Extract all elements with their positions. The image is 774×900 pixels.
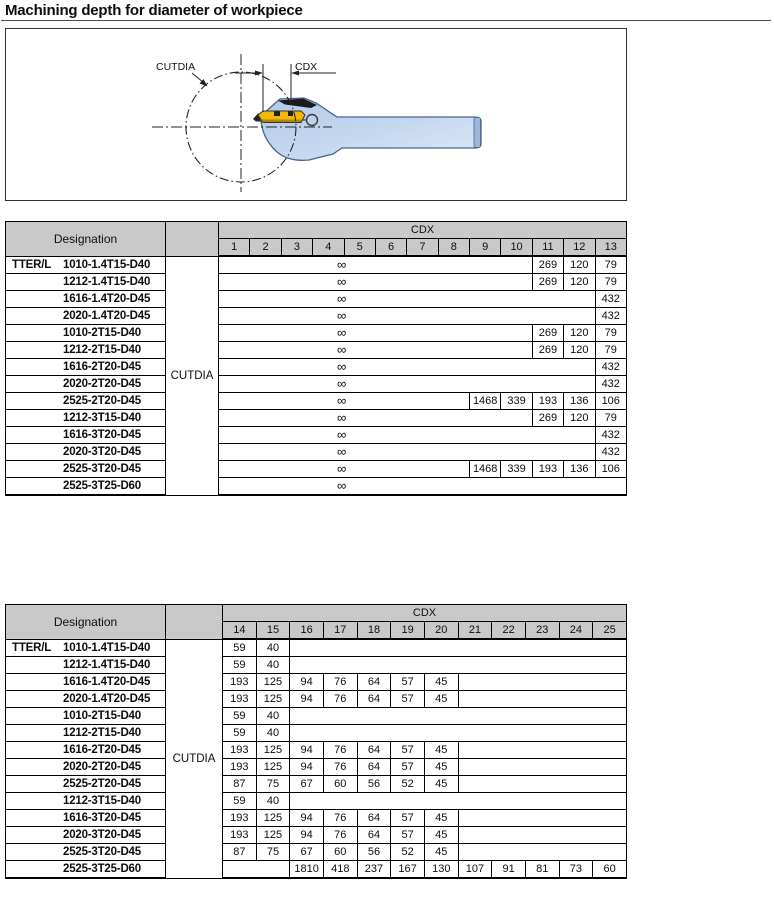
machining-depth-table-cdx-1-13 [5,221,627,496]
designation-model: 2525-3T25-D60 [63,480,141,492]
value-cell: 64 [357,742,391,759]
cdx-column-header: 6 [375,239,406,257]
value-cell: 59 [223,708,257,725]
designation-cell [6,657,166,674]
designation-cell [6,342,166,359]
cdx-group-header: CDX [219,222,627,239]
title-rule [1,20,771,21]
value-cell: 56 [357,776,391,793]
designation-cell [6,291,166,308]
value-cell: 125 [256,759,290,776]
shank-end-cap [474,118,481,148]
value-cell: 64 [357,691,391,708]
table-row [6,725,627,742]
designation-cell [6,776,166,793]
value-cell: 125 [256,691,290,708]
value-cell: 79 [595,256,627,274]
value-cell: 40 [256,725,290,742]
value-cell: 52 [391,844,425,861]
infinity-cell: ∞ [219,376,596,393]
cdx-column-header: 1 [219,239,250,257]
tool-holder-body [260,98,481,160]
cdx-column-header: 2 [250,239,281,257]
designation-cell [6,708,166,725]
cdx-column-header: 13 [595,239,627,257]
designation-model: 1212-2T15-D40 [63,344,141,356]
designation-cell [6,759,166,776]
infinity-cell: ∞ [219,308,596,325]
value-cell: 269 [532,342,563,359]
value-cell: 120 [564,410,595,427]
value-cell: 94 [290,810,324,827]
value-cell: 57 [391,827,425,844]
value-cell: 45 [424,827,458,844]
table-row [6,410,627,427]
designation-cell [6,691,166,708]
designation-model: 2020-1.4T20-D45 [63,693,151,705]
designation-model: 1010-1.4T15-D40 [63,641,151,654]
value-cell: 45 [424,742,458,759]
value-cell: 418 [323,861,357,879]
designation-cell [6,742,166,759]
blank-cell [458,759,626,776]
value-cell: 76 [323,759,357,776]
value-cell: 1468 [470,393,501,410]
blank-cell [458,810,626,827]
cdx-column-header: 7 [407,239,438,257]
table-row [6,861,627,879]
infinity-cell: ∞ [219,359,596,376]
cdx-column-header: 20 [424,622,458,640]
insert-slot-1 [274,112,280,117]
value-cell: 193 [223,674,257,691]
value-cell: 193 [223,827,257,844]
value-cell: 237 [357,861,391,879]
value-cell: 57 [391,742,425,759]
blank-cell [458,691,626,708]
table-row [6,478,627,496]
infinity-cell: ∞ [219,291,596,308]
table-row [6,657,627,674]
value-cell: 120 [564,342,595,359]
table-row [6,793,627,810]
designation-cell [6,308,166,325]
value-cell: 60 [323,776,357,793]
cdx-column-header: 10 [501,239,532,257]
blank-cell [290,657,627,674]
value-cell: 120 [564,325,595,342]
table-row [6,827,627,844]
value-cell: 57 [391,674,425,691]
value-cell: 40 [256,708,290,725]
value-cell: 57 [391,759,425,776]
table-row [6,810,627,827]
blank-cell [290,793,627,810]
value-cell: 79 [595,274,627,291]
infinity-cell: ∞ [219,274,533,291]
table-row [6,359,627,376]
table-row [6,308,627,325]
designation-cell [6,639,166,657]
designation-model: 1212-1.4T15-D40 [63,659,151,671]
cutdia-label: CUTDIA [156,61,196,73]
value-cell: 64 [357,827,391,844]
blank-cell [290,639,627,657]
table-row [6,427,627,444]
designation-model: 1616-2T20-D45 [63,744,141,756]
value-cell: 73 [559,861,593,879]
gap-header-cell [166,605,223,640]
value-cell: 76 [323,691,357,708]
designation-model: 1616-3T20-D45 [63,429,141,441]
header-row-group [6,605,627,622]
blank-cell [458,827,626,844]
designation-header: Designation [6,605,166,640]
table-row [6,342,627,359]
value-cell: 120 [564,256,595,274]
value-cell: 81 [525,861,559,879]
cdx-column-header: 9 [470,239,501,257]
value-cell: 94 [290,691,324,708]
designation-model: 2525-2T20-D45 [63,395,141,407]
tool-diagram [5,28,627,201]
table-row [6,444,627,461]
table-row [6,776,627,793]
value-cell: 75 [256,776,290,793]
insert-slot-2 [288,112,293,117]
designation-cell [6,274,166,291]
table-row [6,691,627,708]
designation-model: 1212-2T15-D40 [63,727,141,739]
cdx-column-header: 11 [532,239,563,257]
blank-cell [290,725,627,742]
table-row [6,742,627,759]
value-cell: 94 [290,759,324,776]
designation-model: 2525-3T20-D45 [63,846,141,858]
cdx-column-header: 18 [357,622,391,640]
blank-cell [458,844,626,861]
table-row [6,759,627,776]
value-cell: 45 [424,759,458,776]
infinity-cell: ∞ [219,325,533,342]
designation-cell [6,444,166,461]
value-cell: 432 [595,376,627,393]
value-cell: 432 [595,308,627,325]
designation-model: 1010-2T15-D40 [63,710,141,722]
designation-cell [6,376,166,393]
designation-model: 1010-2T15-D40 [63,327,141,339]
designation-model: 2020-3T20-D45 [63,446,141,458]
value-cell: 79 [595,342,627,359]
infinity-cell: ∞ [219,461,470,478]
value-cell: 125 [256,810,290,827]
insert-clamp [259,120,301,123]
infinity-cell: ∞ [219,393,470,410]
value-cell: 1810 [290,861,324,879]
value-cell: 193 [532,461,563,478]
designation-model: 1010-1.4T15-D40 [63,258,151,271]
blank-cell [223,861,290,879]
value-cell: 87 [223,776,257,793]
value-cell: 75 [256,844,290,861]
value-cell: 94 [290,742,324,759]
designation-cell [6,325,166,342]
page-title: Machining depth for diameter of workpiece [5,2,303,19]
designation-cell [6,861,166,879]
machining-depth-table-cdx-14-25 [5,604,627,879]
table-row [6,461,627,478]
value-cell: 193 [223,810,257,827]
designation-cell [6,674,166,691]
value-cell: 339 [501,393,532,410]
value-cell: 91 [492,861,526,879]
value-cell: 269 [532,410,563,427]
designation-cell [6,844,166,861]
designation-header: Designation [6,222,166,257]
value-cell: 193 [223,759,257,776]
designation-model: 2020-2T20-D45 [63,378,141,390]
designation-model: 2525-2T20-D45 [63,778,141,790]
value-cell: 76 [323,674,357,691]
value-cell: 1468 [470,461,501,478]
designation-model: 1616-3T20-D45 [63,812,141,824]
value-cell: 269 [532,256,563,274]
designation-cell [6,359,166,376]
value-cell: 432 [595,291,627,308]
value-cell: 432 [595,427,627,444]
value-cell: 120 [564,274,595,291]
designation-model: 1212-3T15-D40 [63,795,141,807]
designation-cell [6,410,166,427]
cdx-column-header: 12 [564,239,595,257]
value-cell: 79 [595,325,627,342]
table-row [6,844,627,861]
infinity-cell: ∞ [219,444,596,461]
designation-cell [6,427,166,444]
designation-model: 1616-1.4T20-D45 [63,293,151,305]
cdx-column-header: 24 [559,622,593,640]
infinity-cell: ∞ [219,427,596,444]
value-cell: 59 [223,639,257,657]
value-cell: 64 [357,674,391,691]
designation-cell [6,810,166,827]
designation-cell [6,393,166,410]
tool-diagram-svg [6,29,626,200]
cdx-column-header: 16 [290,622,324,640]
value-cell: 45 [424,776,458,793]
cdx-column-header: 25 [593,622,627,640]
table-row [6,274,627,291]
designation-model: 2525-3T25-D60 [63,863,141,875]
value-cell: 130 [424,861,458,879]
value-cell: 57 [391,810,425,827]
blank-cell [290,708,627,725]
infinity-cell: ∞ [219,410,533,427]
table-row [6,708,627,725]
value-cell: 56 [357,844,391,861]
table-row [6,325,627,342]
value-cell: 40 [256,639,290,657]
value-cell: 40 [256,793,290,810]
value-cell: 59 [223,725,257,742]
value-cell: 45 [424,691,458,708]
value-cell: 106 [595,393,627,410]
blank-cell [458,674,626,691]
table-row [6,639,627,657]
cdx-column-header: 22 [492,622,526,640]
designation-cell [6,793,166,810]
blank-cell [458,776,626,793]
designation-prefix: TTER/L [12,641,52,654]
designation-cell [6,256,166,274]
infinity-cell: ∞ [219,342,533,359]
designation-cell [6,725,166,742]
value-cell: 193 [532,393,563,410]
value-cell: 432 [595,359,627,376]
value-cell: 269 [532,274,563,291]
infinity-cell: ∞ [219,478,627,496]
value-cell: 339 [501,461,532,478]
value-cell: 136 [564,461,595,478]
value-cell: 193 [223,691,257,708]
header-row-group [6,222,627,239]
value-cell: 64 [357,810,391,827]
designation-cell [6,478,166,496]
designation-model: 2525-3T20-D45 [63,463,141,475]
value-cell: 67 [290,776,324,793]
cdx-column-header: 21 [458,622,492,640]
value-cell: 57 [391,691,425,708]
cdx-column-header: 19 [391,622,425,640]
designation-model: 1212-3T15-D40 [63,412,141,424]
value-cell: 40 [256,657,290,674]
value-cell: 125 [256,827,290,844]
value-cell: 67 [290,844,324,861]
cdx-column-header: 5 [344,239,375,257]
cdx-column-header: 14 [223,622,257,640]
value-cell: 94 [290,827,324,844]
value-cell: 269 [532,325,563,342]
table-row [6,376,627,393]
infinity-cell: ∞ [219,256,533,274]
gap-header-cell [166,222,219,257]
value-cell: 60 [323,844,357,861]
value-cell: 94 [290,674,324,691]
value-cell: 125 [256,674,290,691]
cdx-column-header: 4 [313,239,344,257]
designation-model: 2020-2T20-D45 [63,761,141,773]
cutdia-side-label: CUTDIA [166,256,219,495]
value-cell: 432 [595,444,627,461]
blank-cell [458,742,626,759]
designation-model: 2020-3T20-D45 [63,829,141,841]
designation-cell [6,461,166,478]
value-cell: 45 [424,674,458,691]
designation-model: 2020-1.4T20-D45 [63,310,151,322]
value-cell: 79 [595,410,627,427]
value-cell: 76 [323,810,357,827]
cutdia-side-label: CUTDIA [166,639,223,878]
cdx-column-header: 23 [525,622,559,640]
value-cell: 59 [223,657,257,674]
value-cell: 64 [357,759,391,776]
value-cell: 107 [458,861,492,879]
cdx-column-header: 8 [438,239,469,257]
value-cell: 167 [391,861,425,879]
table-row [6,393,627,410]
value-cell: 193 [223,742,257,759]
cdx-column-header: 17 [323,622,357,640]
cdx-label: CDX [295,61,318,73]
designation-model: 1212-1.4T15-D40 [63,276,151,288]
value-cell: 52 [391,776,425,793]
value-cell: 45 [424,844,458,861]
table-row [6,674,627,691]
table-row [6,256,627,274]
value-cell: 76 [323,827,357,844]
designation-model: 1616-2T20-D45 [63,361,141,373]
value-cell: 125 [256,742,290,759]
value-cell: 136 [564,393,595,410]
value-cell: 87 [223,844,257,861]
cdx-group-header: CDX [223,605,627,622]
cdx-column-header: 15 [256,622,290,640]
value-cell: 45 [424,810,458,827]
value-cell: 76 [323,742,357,759]
designation-prefix: TTER/L [12,258,52,271]
value-cell: 59 [223,793,257,810]
designation-model: 1616-1.4T20-D45 [63,676,151,688]
value-cell: 60 [593,861,627,879]
designation-cell [6,827,166,844]
table-row [6,291,627,308]
value-cell: 106 [595,461,627,478]
cdx-column-header: 3 [281,239,312,257]
